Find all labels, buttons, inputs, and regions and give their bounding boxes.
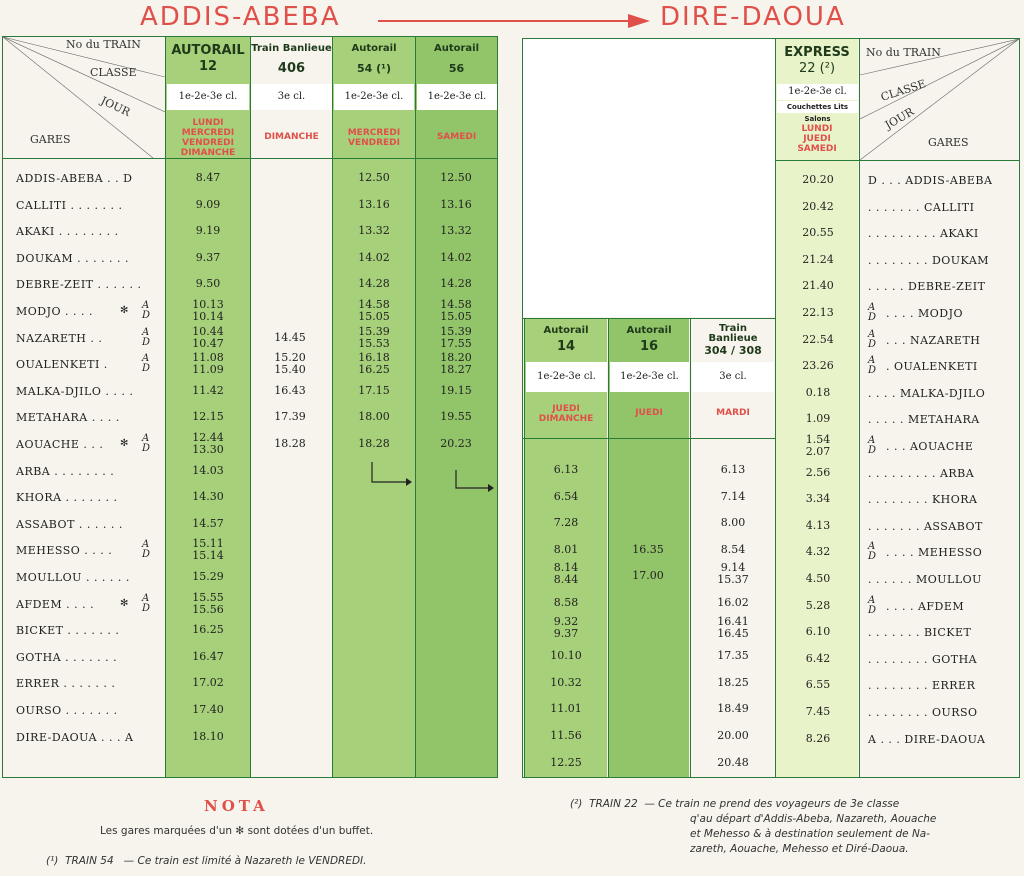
time-cell-t22: 20.55 <box>802 226 834 240</box>
departure-mark: D <box>142 443 151 454</box>
station-name: . . . . . . . . GOTHA <box>868 652 978 666</box>
departure-mark: D <box>868 338 877 350</box>
departure-mark: D <box>142 336 151 348</box>
time-cell-t304: 17.35 <box>717 649 749 663</box>
time-cell-t56: 14.58 15.05 <box>440 298 472 323</box>
train-12-name: AUTORAIL <box>171 43 245 58</box>
time-cell-t14: 7.28 <box>553 516 579 530</box>
station-name: . . . . . . MOULLOU <box>868 573 982 586</box>
train-12-num: 12 <box>198 59 218 74</box>
train-54-class: 1e-2e-3e cl. <box>334 84 414 110</box>
arrival-mark: A <box>868 541 876 553</box>
train-54-name: Autorail <box>351 43 397 54</box>
arrival-mark: A <box>868 328 876 340</box>
station-name: . . . . . . . ASSABOT <box>868 519 983 533</box>
time-cell-t56: 13.32 <box>440 224 472 238</box>
time-cell-t56: 19.15 <box>440 383 472 397</box>
arrival-mark: A <box>868 355 876 367</box>
train-304-class: 3e cl. <box>692 362 774 392</box>
time-cell-t12: 8.47 <box>195 171 221 184</box>
train-406-name: Train Banlieue <box>251 43 332 54</box>
station-name: GOTHA . . . . . . . <box>16 650 118 664</box>
time-cell-t56: 14.02 <box>440 250 472 264</box>
time-cell-t12: 18.10 <box>192 729 224 743</box>
note-1: (¹) TRAIN 54 — Ce train est limité à Nazareth le VENDREDI. <box>46 855 367 867</box>
time-cell-t12: 16.25 <box>192 623 224 637</box>
station-name: CALLITI . . . . . . . <box>16 198 123 212</box>
departure-mark: D <box>142 363 151 375</box>
right-corner-jour-label: JOUR <box>882 105 917 132</box>
train-14-days: JUEDI DIMANCHE <box>538 404 594 424</box>
buffet-icon: ✻ <box>120 438 129 449</box>
arrival-mark: A <box>142 539 150 551</box>
station-name: . . . . MALKA-DJILO <box>868 386 986 400</box>
note-2-line-2: q'au départ d'Addis-Abeba, Nazareth, Aouache <box>690 813 937 825</box>
time-cell-t14: 6.54 <box>553 489 579 503</box>
time-cell-t304: 18.25 <box>717 675 749 689</box>
buffet-icon: ✻ <box>120 305 129 316</box>
departure-mark: D <box>868 445 877 456</box>
corner-diagonal-lines <box>3 37 165 158</box>
time-cell-t22: 4.32 <box>805 545 831 559</box>
train-304-num: 304 / 308 <box>704 344 762 357</box>
time-cell-t56: 18.20 18.27 <box>440 351 472 377</box>
station-name: ASSABOT . . . . . . <box>16 517 123 531</box>
station-name: . . . . . METAHARA <box>868 413 980 427</box>
time-cell-t12: 15.11 15.14 <box>192 537 224 563</box>
time-cell-t304: 20.48 <box>717 755 749 769</box>
station-name: A . . . DIRE-DAOUA <box>868 732 986 746</box>
departure-mark: D <box>142 310 151 321</box>
title-arrival: DIRE-DAOUA <box>660 2 846 32</box>
train-12-days: LUNDI MERCREDI VENDREDI DIMANCHE <box>180 118 236 158</box>
time-cell-t304: 6.13 <box>720 463 746 476</box>
time-cell-t12: 14.57 <box>192 516 224 530</box>
time-cell-t54: 18.28 <box>358 437 390 450</box>
station-name: . . . . . . . CALLITI <box>868 200 975 214</box>
time-cell-t22: 5.28 <box>805 598 831 612</box>
train-14-num: 14 <box>556 339 576 354</box>
note-2-line-3: et Mehesso & à destination seulement de Na- <box>690 828 931 840</box>
time-cell-t22: 2.56 <box>805 465 831 479</box>
time-cell-t12: 17.40 <box>192 703 224 716</box>
arr-dep-marks <box>130 328 151 348</box>
station-name: AOUACHE . . . <box>16 438 104 451</box>
train-22-class: 1e-2e-3e cl. <box>777 84 858 100</box>
arrival-mark: A <box>142 592 150 604</box>
arr-dep-marks <box>130 354 151 374</box>
train-16-num: 16 <box>639 339 659 354</box>
station-name: METAHARA . . . . <box>16 411 120 425</box>
time-cell-t22: 22.13 <box>802 306 834 319</box>
train-304-name: Train Banlieue <box>708 323 758 344</box>
station-name: . . . AOUACHE <box>886 440 974 453</box>
nota-title: NOTA <box>204 797 269 815</box>
time-cell-t12: 9.37 <box>195 250 221 264</box>
station-name: . . . . . DEBRE-ZEIT <box>868 280 986 294</box>
time-cell-t12: 17.02 <box>192 676 224 690</box>
time-cell-t12: 12.44 13.30 <box>192 431 224 456</box>
arrival-mark: A <box>142 433 150 444</box>
station-name: . . . . MEHESSO <box>886 546 983 560</box>
station-name: . . . . . . . . . AKAKI <box>868 227 979 241</box>
station-name: D . . . ADDIS-ABEBA <box>868 174 993 187</box>
arr-dep-marks <box>868 303 877 323</box>
time-cell-t54: 14.02 <box>358 250 390 264</box>
time-cell-t304: 9.14 15.37 <box>717 561 749 587</box>
col-bg-56 <box>416 37 497 777</box>
time-cell-t14: 6.13 <box>553 463 579 476</box>
time-cell-t16: 17.00 <box>632 569 664 583</box>
arr-dep-marks <box>130 301 151 321</box>
time-cell-t22: 1.54 2.07 <box>805 433 831 458</box>
station-name: . . . . . . . . DOUKAM <box>868 253 990 267</box>
time-cell-t56: 14.28 <box>440 277 472 291</box>
train-22-num: 22 (²) <box>798 61 836 76</box>
time-cell-t12: 10.13 10.14 <box>192 298 224 323</box>
blank-area <box>523 39 776 317</box>
time-cell-t56: 20.23 <box>440 437 472 450</box>
station-name: . . . . . . . . OURSO <box>868 706 978 719</box>
time-cell-t14: 10.32 <box>550 675 582 689</box>
time-cell-t22: 0.18 <box>805 385 831 399</box>
time-cell-t14: 8.01 <box>553 542 579 556</box>
station-name: . . . . . . . . ERRER <box>868 679 976 693</box>
time-cell-t12: 9.50 <box>195 277 221 291</box>
time-cell-t406: 14.45 <box>274 330 306 344</box>
departure-mark: D <box>868 365 877 377</box>
time-cell-t304: 8.54 <box>720 542 746 556</box>
corner-train-label: No du TRAIN <box>66 38 141 51</box>
time-cell-t14: 11.01 <box>550 702 582 716</box>
time-cell-t304: 20.00 <box>717 729 749 742</box>
arrival-mark: A <box>142 326 150 338</box>
time-cell-t56: 19.55 <box>440 410 472 424</box>
time-cell-t12: 16.47 <box>192 649 224 663</box>
time-cell-t54: 18.00 <box>358 410 390 424</box>
train-406-num: 406 <box>277 61 306 76</box>
time-cell-t14: 8.58 <box>553 596 579 609</box>
departure-mark: D <box>868 551 877 563</box>
time-cell-t12: 11.08 11.09 <box>192 351 224 377</box>
time-cell-t54: 15.39 15.53 <box>358 324 390 350</box>
right-corner-classe-label: CLASSE <box>879 77 928 104</box>
station-name: MALKA-DJILO . . . . <box>16 384 134 398</box>
time-cell-t14: 12.25 <box>550 755 582 769</box>
station-name: . . . . . . . . . ARBA <box>868 466 975 480</box>
time-cell-t12: 14.03 <box>192 463 224 477</box>
title-departure: ADDIS-ABEBA <box>140 2 341 32</box>
time-cell-t406: 17.39 <box>274 410 306 424</box>
station-name: DOUKAM . . . . . . . <box>16 251 130 265</box>
station-name: . . . NAZARETH <box>886 333 981 347</box>
train-56-name: Autorail <box>433 43 480 54</box>
train-56-days: SAMEDI <box>436 132 477 142</box>
arrival-mark: A <box>868 594 876 606</box>
time-cell-t56: 12.50 <box>440 171 472 184</box>
station-name: . . . . MODJO <box>886 307 964 320</box>
station-name: ADDIS-ABEBA . . D <box>16 172 133 185</box>
time-cell-t304: 18.49 <box>717 702 749 716</box>
time-cell-t12: 9.19 <box>195 224 221 238</box>
station-name: DIRE-DAOUA . . . A <box>16 730 134 744</box>
arr-dep-marks <box>868 436 877 456</box>
arr-dep-marks <box>868 596 877 616</box>
station-name: . . . . . . . . KHORA <box>868 493 978 507</box>
arrival-mark: A <box>142 300 150 311</box>
station-name: ARBA . . . . . . . . <box>16 464 115 478</box>
departure-mark: D <box>142 549 151 561</box>
note-2: (²) TRAIN 22 — Ce train ne prend des voyageurs de 3e classe <box>570 798 900 810</box>
arrival-mark: A <box>868 435 876 446</box>
time-cell-t22: 4.13 <box>805 518 831 532</box>
time-cell-t304: 16.02 <box>717 596 749 609</box>
nota-buffet: Les gares marquées d'un ✻ sont dotées d'un buffet. <box>100 825 374 837</box>
col-bg-54 <box>333 37 415 777</box>
time-cell-t14: 8.14 8.44 <box>553 561 579 587</box>
time-cell-t22: 3.34 <box>805 492 831 506</box>
time-cell-t12: 11.42 <box>192 383 224 397</box>
time-cell-t22: 21.24 <box>802 252 834 266</box>
train-16-days: JUEDI <box>635 408 663 418</box>
time-cell-t22: 6.55 <box>805 678 831 692</box>
arr-dep-marks <box>130 594 151 614</box>
station-name: AFDEM . . . . <box>16 597 95 611</box>
time-cell-t304: 7.14 <box>720 489 746 503</box>
train-22-days: LUNDI JUEDI SAMEDI <box>797 124 837 154</box>
train-22-name: EXPRESS <box>784 45 850 60</box>
corner-jour-label: JOUR <box>98 94 133 119</box>
time-cell-t22: 4.50 <box>805 572 831 585</box>
train-304-days: MARDI <box>716 408 750 418</box>
right-corner-gares-label: GARES <box>928 136 969 149</box>
time-cell-t14: 11.56 <box>550 729 582 742</box>
time-cell-t406: 16.43 <box>274 383 306 397</box>
time-cell-t12: 12.15 <box>192 410 224 424</box>
station-name: OURSO . . . . . . . <box>16 704 118 717</box>
time-cell-t54: 17.15 <box>358 383 390 397</box>
station-name: MOULLOU . . . . . . <box>16 571 130 584</box>
time-cell-t22: 8.26 <box>805 731 831 745</box>
time-cell-t12: 10.44 10.47 <box>192 324 224 350</box>
station-name: NAZARETH . . <box>16 331 103 345</box>
station-name: MODJO . . . . <box>16 305 94 318</box>
arrival-mark: A <box>868 302 876 313</box>
time-cell-t12: 15.55 15.56 <box>192 590 224 616</box>
arr-dep-marks <box>130 540 151 560</box>
station-name: DEBRE-ZEIT . . . . . . <box>16 278 142 292</box>
train-56-class: 1e-2e-3e cl. <box>417 84 497 110</box>
time-cell-t12: 9.09 <box>195 197 221 211</box>
corner-gares-label: GARES <box>30 133 71 146</box>
time-cell-t54: 16.18 16.25 <box>358 351 390 377</box>
train-14-name: Autorail <box>543 325 589 336</box>
time-cell-t14: 10.10 <box>550 649 582 663</box>
direction-arrow-line <box>378 20 640 22</box>
time-cell-t22: 20.42 <box>802 199 834 213</box>
time-cell-t12: 14.30 <box>192 490 224 504</box>
time-cell-t56: 15.39 17.55 <box>440 324 472 350</box>
station-name: ERRER . . . . . . . <box>16 677 116 691</box>
train-16-name: Autorail <box>626 325 672 336</box>
time-cell-t54: 14.58 15.05 <box>358 298 390 323</box>
time-cell-t22: 22.54 <box>802 332 834 346</box>
departure-mark: D <box>142 602 151 614</box>
time-cell-t304: 8.00 <box>720 516 746 530</box>
train-406-days: DIMANCHE <box>264 132 319 142</box>
arrival-mark: A <box>142 353 150 365</box>
right-corner-train-label: No du TRAIN <box>866 46 941 59</box>
station-name: . . . . AFDEM <box>886 599 965 613</box>
station-name: MEHESSO . . . . <box>16 544 113 558</box>
train-56-num: 56 <box>448 62 465 75</box>
time-cell-t304: 16.41 16.45 <box>717 614 749 640</box>
station-name: . . . . . . . BICKET <box>868 626 972 640</box>
time-cell-t14: 9.32 9.37 <box>553 614 579 640</box>
train-22-class-extra: Couchettes Lits Salons <box>777 101 858 113</box>
arr-dep-marks <box>868 330 877 350</box>
time-cell-t22: 6.10 <box>805 625 831 639</box>
train-12-class: 1e-2e-3e cl. <box>167 84 249 110</box>
time-cell-t54: 13.16 <box>358 197 390 211</box>
time-cell-t54: 14.28 <box>358 277 390 291</box>
time-cell-t22: 23.26 <box>802 359 834 373</box>
time-cell-t406: 18.28 <box>274 437 306 450</box>
time-cell-t22: 21.40 <box>802 279 834 293</box>
station-name: AKAKI . . . . . . . . <box>16 225 119 239</box>
time-cell-t406: 15.20 15.40 <box>274 351 306 377</box>
station-name: KHORA . . . . . . . <box>16 491 118 505</box>
station-name: OUALENKETI . <box>16 358 108 372</box>
train-406-class: 3e cl. <box>251 84 332 110</box>
time-cell-t56: 13.16 <box>440 197 472 211</box>
direction-arrow-icon <box>628 14 650 28</box>
train-14-class: 1e-2e-3e cl. <box>526 362 607 392</box>
train-54-num: 54 (¹) <box>356 62 391 75</box>
time-cell-t54: 13.32 <box>358 224 390 238</box>
station-name: . OUALENKETI <box>886 360 978 374</box>
time-cell-t22: 7.45 <box>805 705 831 718</box>
departure-mark: D <box>868 312 877 323</box>
time-cell-t12: 15.29 <box>192 570 224 583</box>
train-16-class: 1e-2e-3e cl. <box>610 362 689 392</box>
time-cell-t22: 1.09 <box>805 412 831 426</box>
time-cell-t22: 6.42 <box>805 651 831 665</box>
arr-dep-marks <box>868 542 877 562</box>
station-name: BICKET . . . . . . . <box>16 624 120 638</box>
arr-dep-marks <box>130 434 151 454</box>
arr-dep-marks <box>868 356 877 376</box>
buffet-icon: ✻ <box>120 597 129 609</box>
time-cell-t22: 20.20 <box>802 173 834 186</box>
note-2-line-4: zareth, Aouache, Mehesso et Diré-Daoua. <box>690 843 909 855</box>
train-54-days: MERCREDI VENDREDI <box>347 128 401 148</box>
corner-classe-label: CLASSE <box>90 66 137 79</box>
time-cell-t54: 12.50 <box>358 171 390 184</box>
continuation-arrows <box>370 462 500 492</box>
time-cell-t16: 16.35 <box>632 542 664 556</box>
departure-mark: D <box>868 604 877 616</box>
